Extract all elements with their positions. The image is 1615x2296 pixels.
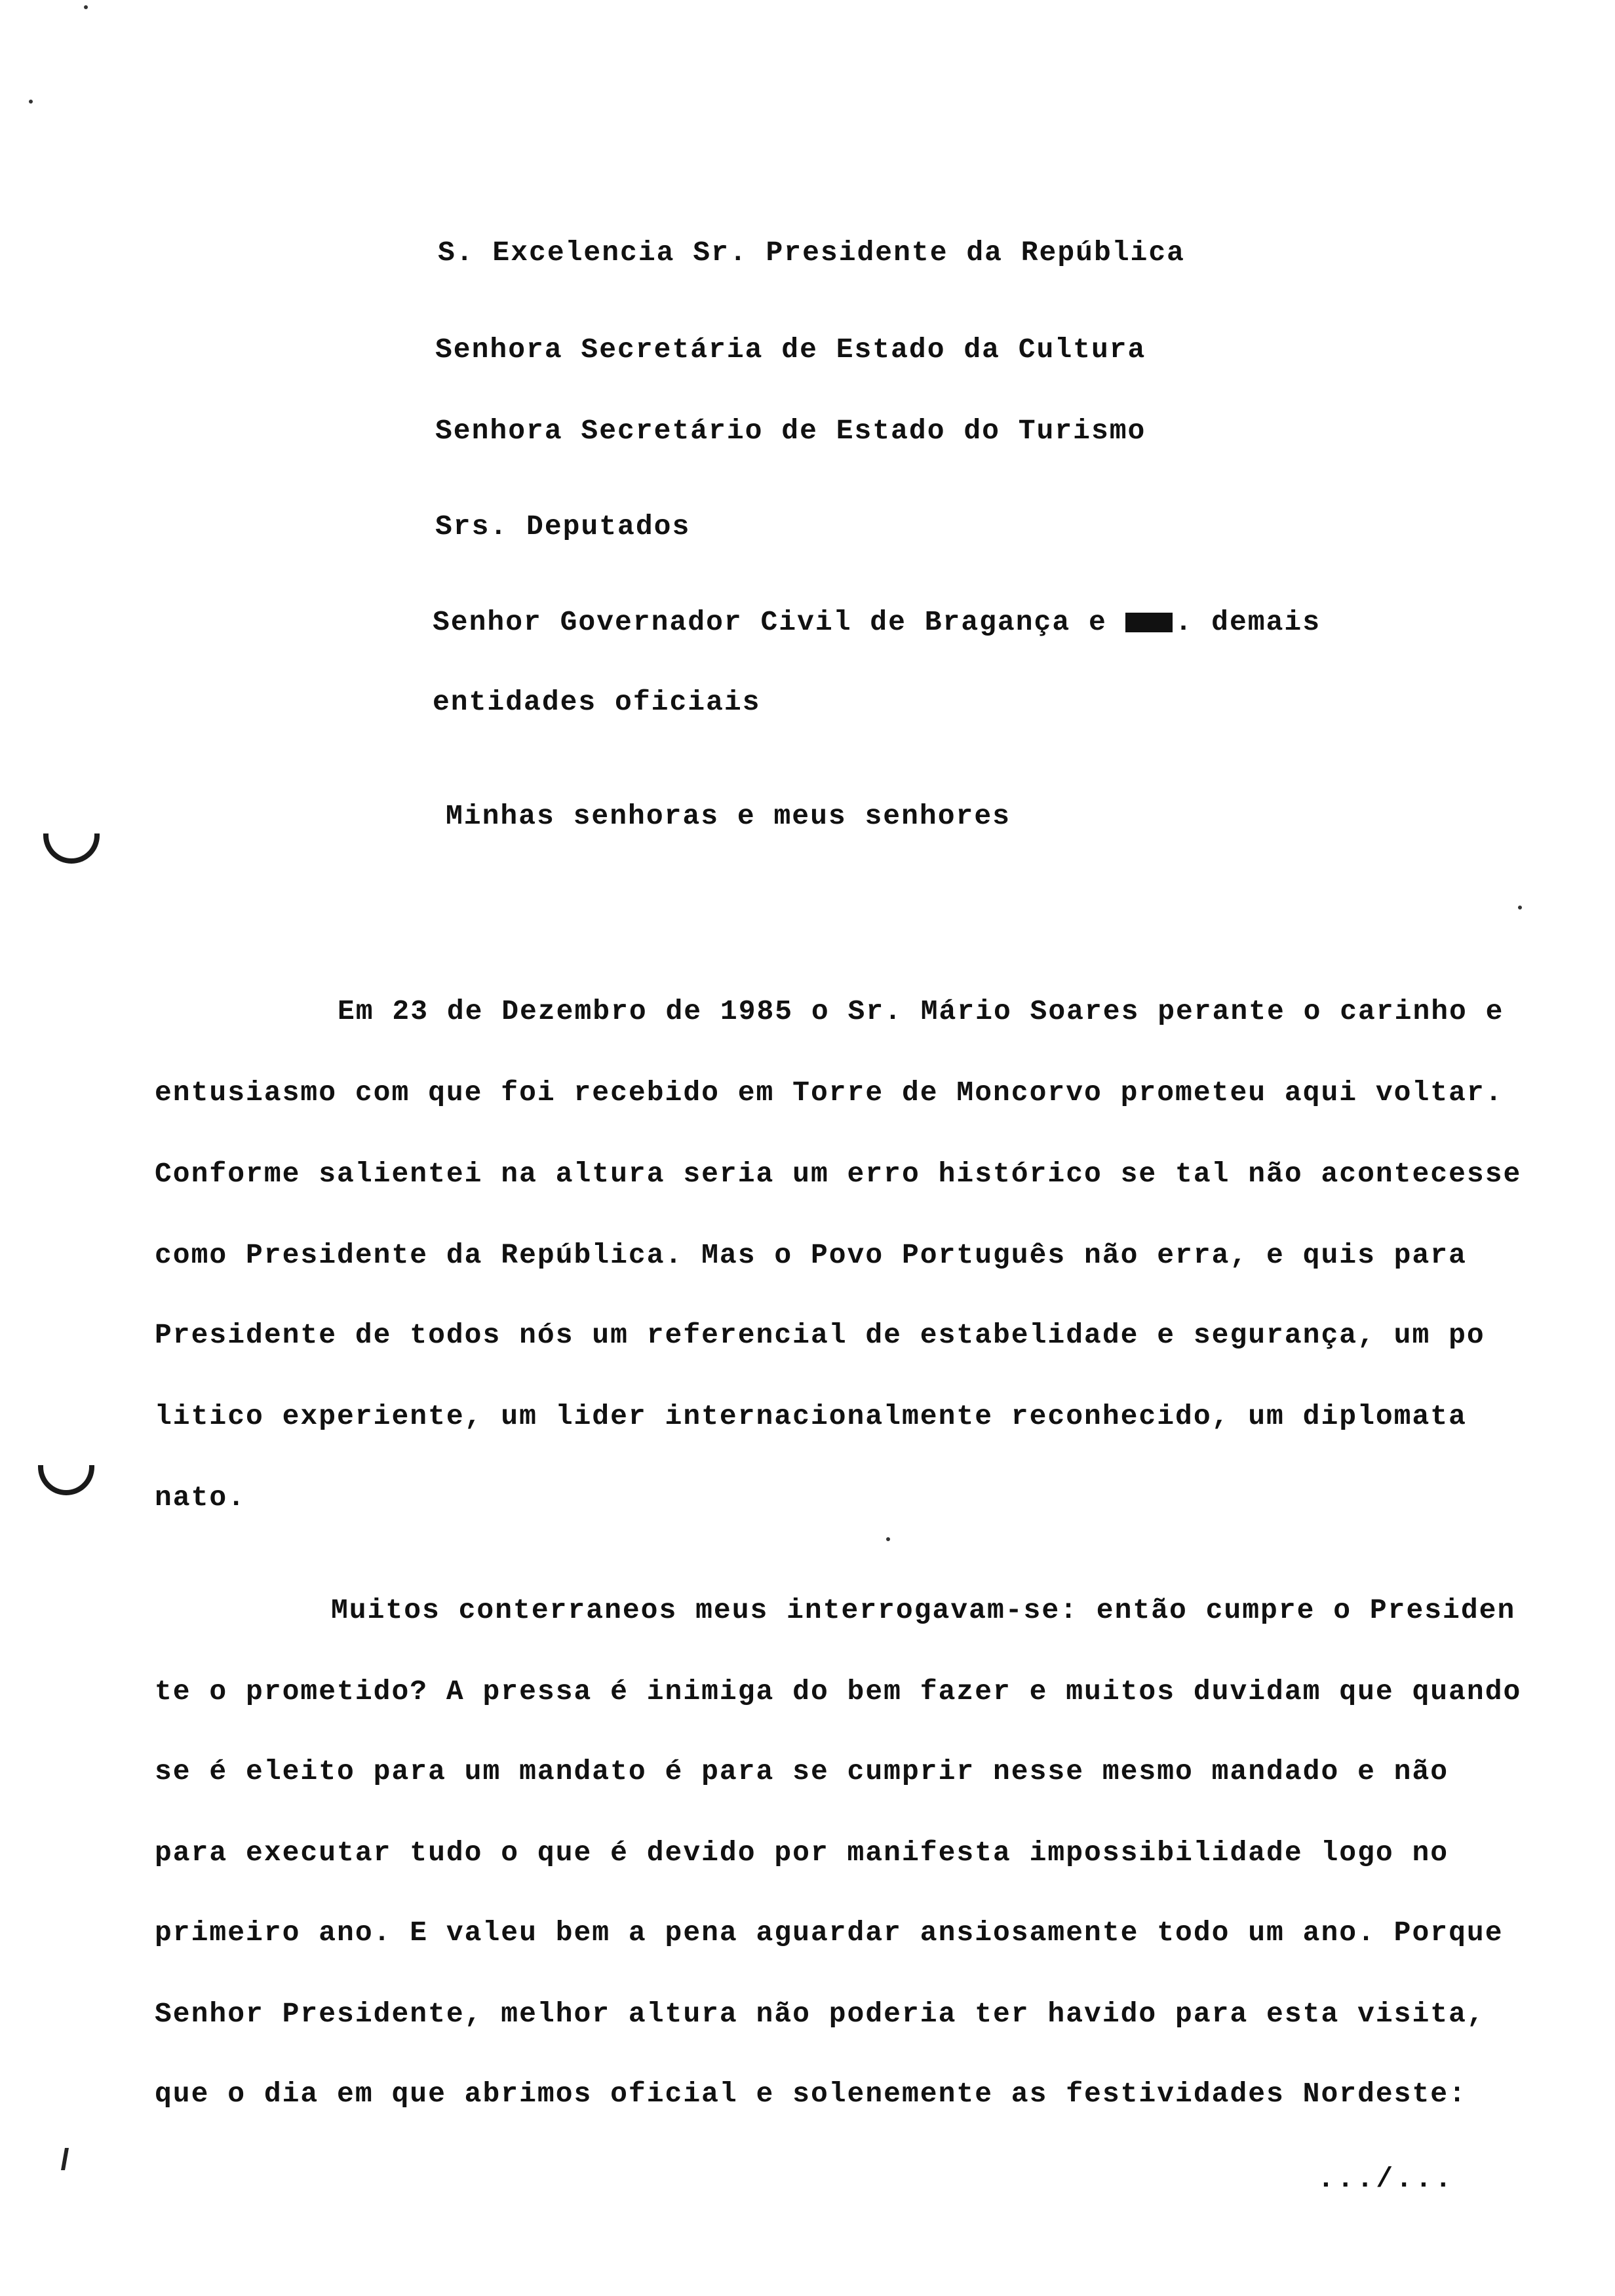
paragraph1-line: nato.: [155, 1482, 246, 1514]
paragraph1-line: Em 23 de Dezembro de 1985 o Sr. Mário Soares perante o carinho e: [338, 995, 1504, 1027]
punch-hole-mark: [43, 833, 100, 864]
salutation-governor-text: Senhor Governador Civil de Bragança e: [433, 606, 1107, 638]
redaction-mark: [1125, 613, 1173, 632]
paragraph2-line: Senhor Presidente, melhor altura não poderia ter havido para esta visita,: [155, 1998, 1485, 2030]
paragraph1-line: Presidente de todos nós um referencial de estabelidade e segurança, um po: [155, 1319, 1485, 1351]
salutation-governor-tail: . demais: [1175, 606, 1321, 638]
salutation-culture: Senhora Secretária de Estado da Cultura: [435, 334, 1146, 366]
paragraph2-line: primeiro ano. E valeu bem a pena aguardar ansiosamente todo um ano. Porque: [155, 1917, 1504, 1949]
paragraph2-line: Muitos conterraneos meus interrogavam-se: então cumpre o Presiden: [331, 1594, 1516, 1626]
paragraph2-line: se é eleito para um mandato é para se cumprir nesse mesmo mandado e não: [155, 1755, 1449, 1788]
paragraph1-line: como Presidente da República. Mas o Povo Português não erra, e quis para: [155, 1239, 1467, 1271]
paragraph2-line: para executar tudo o que é devido por manifesta impossibilidade logo no: [155, 1837, 1449, 1869]
scan-speck: [1518, 906, 1522, 909]
punch-hole-mark: [38, 1465, 94, 1495]
scan-speck: [84, 5, 88, 9]
scan-speck: [29, 100, 33, 104]
paragraph2-line: te o prometido? A pressa é inimiga do bem fazer e muitos duvidam que quando: [155, 1675, 1522, 1708]
paragraph1-line: Conforme salientei na altura seria um erro histórico se tal não acontecesse: [155, 1158, 1522, 1190]
paragraph1-line: entusiasmo com que foi recebido em Torre de Moncorvo prometeu aqui voltar.: [155, 1077, 1504, 1109]
scan-speck: [886, 1537, 890, 1541]
salutation-president: S. Excelencia Sr. Presidente da República: [438, 237, 1185, 269]
salutation-entities: entidades oficiais: [433, 686, 761, 718]
scan-mark: [61, 2148, 69, 2170]
paragraph1-line: litico experiente, um lider internacionalmente reconhecido, um diplomata: [155, 1400, 1467, 1432]
continuation-marker: .../...: [1317, 2163, 1454, 2195]
paragraph2-line: que o dia em que abrimos oficial e solenemente as festividades Nordeste:: [155, 2078, 1467, 2110]
salutation-tourism: Senhora Secretário de Estado do Turismo: [435, 415, 1146, 447]
greeting: Minhas senhoras e meus senhores: [446, 800, 1011, 832]
salutation-deputies: Srs. Deputados: [435, 510, 691, 543]
salutation-governor: [433, 604, 1321, 641]
